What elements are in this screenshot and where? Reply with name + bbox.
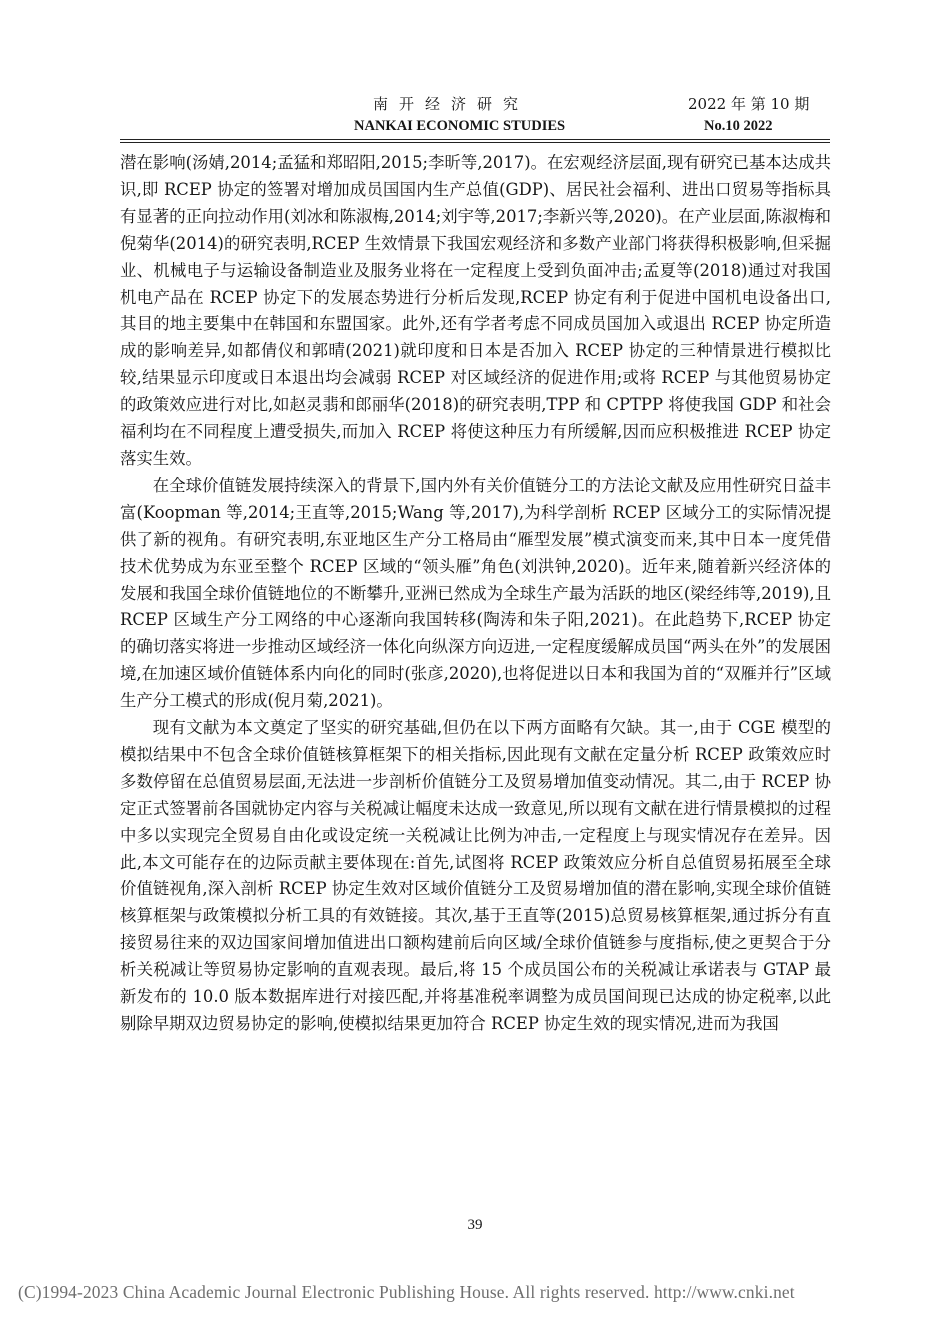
paragraph-global-value-chain: 在全球价值链发展持续深入的背景下,国内外有关价值链分工的方法论文献及应用性研究日益丰富(Koopman 等,2014;王直等,2015;Wang 等,2017),为科学剖析 RCEP 区域分工的实际情况提供了新的视角。有研究表明,东亚地区生产分工格局由“雁型发展”模式演变而来,其中日本一度凭借技术优势成为东亚至整个 RCEP 区域的“领头雁”角色(刘洪钟,2020)。近年来,随着新兴经济体的发展和我国全球价值链地位的不断攀升,亚洲已然成为全球生产最为活跃的地区(梁经纬等,2019),且 RCEP 区域生产分工网络的中心逐渐向我国转移(陶涛和朱子阳,2021)。在此趋势下,RCEP 协定的确切落实将进一步推动区域经济一体化向纵深方向迈进,一定程度缓解成员国“两头在外”的发展困境,在加速区域价值链体系内向化的同时(张彦,2020),也将促进以日本和我国为首的“双雁并行”区域生产分工模式的形成(倪月菊,2021)。 xyxy=(120,475,831,711)
paragraph-continued: 潜在影响(汤婧,2014;孟猛和郑昭阳,2015;李昕等,2017)。在宏观经济层面,现有研究已基本达成共识,即 RCEP 协定的签署对增加成员国国内生产总值(GDP)、居民社会福利、进出口贸易等指标具有显著的正向拉动作用(刘冰和陈淑梅,2014;刘宇等,2017;李新兴等,2020)。在产业层面,陈淑梅和倪菊华(2014)的研究表明,RCEP 生效情景下我国宏观经济和多数产业部门将获得积极影响,但采掘业、机械电子与运输设备制造业及服务业将在一定程度上受到负面冲击;孟夏等(2018)通过对我国机电产品在 RCEP 协定下的发展态势进行分析后发现,RCEP 协定有利于促进中国机电设备出口,其目的地主要集中在韩国和东盟国家。此外,还有学者考虑不同成员国加入或退出 RCEP 协定所造成的影响差异,如都倩仪和郭晴(2021)就印度和日本是否加入 RCEP 协定的三种情景进行模拟比较,结果显示印度或日本退出均会减弱 RCEP 对区域经济的促进作用;或将 RCEP 与其他贸易协定的政策效应进行对比,如赵灵翡和郎丽华(2018)的研究表明,TPP 和 CPTPP 将使我国 GDP 和社会福利均在不同程度上遭受损失,而加入 RCEP 将使这种压力有所缓解,因而应积极推进 RCEP 协定落实生效。 xyxy=(120,153,831,468)
article-body xyxy=(120,150,831,1038)
journal-title-english: NANKAI ECONOMIC STUDIES xyxy=(354,118,566,134)
paragraph-literature-gaps: 现有文献为本文奠定了坚实的研究基础,但仍在以下两方面略有欠缺。其一,由于 CGE 模型的模拟结果中不包含全球价值链核算框架下的相关指标,因此现有文献在定量分析 RCEP 政策效应时多数停留在总值贸易层面,无法进一步剖析价值链分工及贸易增加值变动情况。其二,由于 RCEP 协定正式签署前各国就协定内容与关税减让幅度未达成一致意见,所以现有文献在进行情景模拟的过程中多以实现完全贸易自由化或设定统一关税减让比例为冲击,一定程度上与现实情况存在差异。因此,本文可能存在的边际贡献主要体现在:首先,试图将 RCEP 政策效应分析自总值贸易拓展至全球价值链视角,深入剖析 RCEP 协定生效对区域价值链分工及贸易增加值的潜在影响,实现全球价值链核算框架与政策模拟分析工具的有效链接。其次,基于王直等(2015)总贸易核算框架,通过拆分有直接贸易往来的双边国家间增加值进出口额构建前后向区域/全球价值链参与度指标,使之更契合于分析关税减让等贸易协定影响的直观表现。最后,将 15 个成员国公布的关税减让承诺表与 GTAP 最新发布的 10.0 版本数据库进行对接匹配,并将基准税率调整为成员国间现已达成的协定税率,以此剔除早期双边贸易协定的影响,使模拟结果更加符合 RCEP 协定生效的现实情况,进而为我国 xyxy=(120,718,831,1033)
copyright-watermark: (C)1994-2023 China Academic Journal Electronic Publishing House. All rights reserved. http://www.cnki.net xyxy=(18,1282,795,1302)
page-number: 39 xyxy=(467,1217,483,1233)
header-rule-top xyxy=(120,139,830,140)
issue-label-english: No.10 2022 xyxy=(704,118,773,134)
journal-title-chinese: 南开经济研究 xyxy=(373,95,530,113)
issue-label-chinese: 2022 年 第 10 期 xyxy=(688,95,810,113)
header-rule-bottom xyxy=(120,142,830,143)
